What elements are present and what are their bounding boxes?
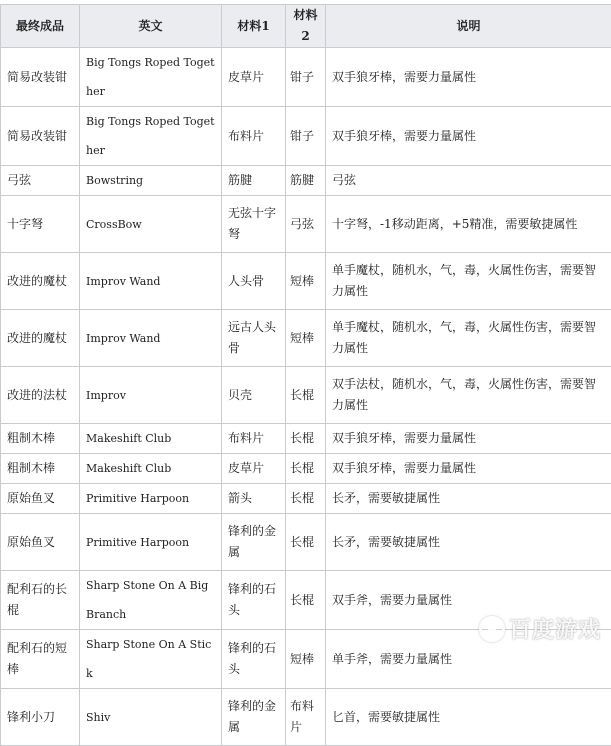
cell-material1: 锋利的金属	[222, 689, 286, 746]
cell-english: Primitive Harpoon	[80, 514, 222, 571]
cell-material2: 短棒	[286, 630, 326, 689]
table-row	[1, 107, 611, 166]
cell-product: 改进的魔杖	[1, 253, 80, 310]
cell-description: 双手狼牙棒，需要力量属性	[326, 48, 611, 107]
crafting-recipe-table	[0, 4, 611, 746]
cell-material1: 贝壳	[222, 367, 286, 424]
table-row	[1, 484, 611, 514]
cell-product: 配利石的短棒	[1, 630, 80, 689]
cell-english: Shiv	[80, 689, 222, 746]
cell-material2: 长棍	[286, 367, 326, 424]
cell-material2: 弓弦	[286, 196, 326, 253]
cell-english: Makeshift Club	[80, 454, 222, 484]
cell-english: Big Tongs Roped Together	[80, 107, 222, 166]
table-row	[1, 196, 611, 253]
watermark-text: 百度游戏	[509, 613, 601, 644]
cell-material2: 短棒	[286, 310, 326, 367]
cell-description: 长矛，需要敏捷属性	[326, 484, 611, 514]
cell-product: 原始鱼叉	[1, 484, 80, 514]
cell-material1: 布料片	[222, 424, 286, 454]
table-row	[1, 367, 611, 424]
cell-material1: 锋利的金属	[222, 514, 286, 571]
cell-material2: 长棍	[286, 571, 326, 630]
cell-material1: 布料片	[222, 107, 286, 166]
header-description: 说明	[326, 5, 611, 48]
cell-description: 双手狼牙棒，需要力量属性	[326, 424, 611, 454]
cell-product: 粗制木棒	[1, 454, 80, 484]
cell-material2: 布料片	[286, 689, 326, 746]
table-row	[1, 48, 611, 107]
cell-product: 简易改装钳	[1, 48, 80, 107]
table-row	[1, 571, 611, 630]
cell-material1: 皮草片	[222, 48, 286, 107]
header-product: 最终成品	[1, 5, 80, 48]
cell-material1: 锋利的石头	[222, 571, 286, 630]
cell-material2: 筋腱	[286, 166, 326, 196]
cell-material1: 人头骨	[222, 253, 286, 310]
table-row	[1, 689, 611, 746]
cell-material2: 钳子	[286, 48, 326, 107]
cell-material1: 远古人头骨	[222, 310, 286, 367]
cell-description: 单手魔杖，随机水，气，毒，火属性伤害，需要智力属性	[326, 310, 611, 367]
table-row	[1, 514, 611, 571]
cell-description: 匕首，需要敏捷属性	[326, 689, 611, 746]
cell-english: Improv Wand	[80, 310, 222, 367]
cell-material2: 长棍	[286, 454, 326, 484]
cell-description: 双手狼牙棒，需要力量属性	[326, 454, 611, 484]
table-header-row	[1, 5, 611, 48]
cell-english: Big Tongs Roped Together	[80, 48, 222, 107]
cell-description: 单手斧，需要力量属性	[326, 630, 611, 689]
cell-material2: 长棍	[286, 424, 326, 454]
cell-english: Bowstring	[80, 166, 222, 196]
cell-english: Sharp Stone On A Stick	[80, 630, 222, 689]
cell-material1: 无弦十字弩	[222, 196, 286, 253]
table-row	[1, 424, 611, 454]
cell-product: 原始鱼叉	[1, 514, 80, 571]
header-material2: 材料2	[286, 5, 326, 48]
cell-product: 弓弦	[1, 166, 80, 196]
table-row	[1, 630, 611, 689]
cell-product: 锋利小刀	[1, 689, 80, 746]
cell-product: 简易改装钳	[1, 107, 80, 166]
cell-material2: 长棍	[286, 514, 326, 571]
header-material1: 材料1	[222, 5, 286, 48]
cell-material2: 长棍	[286, 484, 326, 514]
header-english: 英文	[80, 5, 222, 48]
table-row	[1, 253, 611, 310]
cell-description: 双手狼牙棒，需要力量属性	[326, 107, 611, 166]
cell-product: 改进的法杖	[1, 367, 80, 424]
cell-english: Improv Wand	[80, 253, 222, 310]
cell-product: 配利石的长棍	[1, 571, 80, 630]
cell-material1: 筋腱	[222, 166, 286, 196]
cell-description: 十字弩，-1移动距离，+5精准，需要敏捷属性	[326, 196, 611, 253]
table-row	[1, 166, 611, 196]
table-row	[1, 310, 611, 367]
cell-material2: 钳子	[286, 107, 326, 166]
cell-material2: 短棒	[286, 253, 326, 310]
cell-description: 双手法杖，随机水，气，毒，火属性伤害，需要智力属性	[326, 367, 611, 424]
cell-english: CrossBow	[80, 196, 222, 253]
cell-description: 双手斧，需要力量属性	[326, 571, 611, 630]
cell-material1: 箭头	[222, 484, 286, 514]
cell-english: Improv	[80, 367, 222, 424]
cell-material1: 皮草片	[222, 454, 286, 484]
cell-product: 粗制木棒	[1, 424, 80, 454]
cell-product: 改进的魔杖	[1, 310, 80, 367]
cell-english: Sharp Stone On A Big Branch	[80, 571, 222, 630]
cell-description: 单手魔杖，随机水，气，毒，火属性伤害，需要智力属性	[326, 253, 611, 310]
cell-material1: 锋利的石头	[222, 630, 286, 689]
cell-english: Primitive Harpoon	[80, 484, 222, 514]
cell-product: 十字弩	[1, 196, 80, 253]
cell-english: Makeshift Club	[80, 424, 222, 454]
cell-description: 长矛，需要敏捷属性	[326, 514, 611, 571]
table-row	[1, 454, 611, 484]
cell-description: 弓弦	[326, 166, 611, 196]
